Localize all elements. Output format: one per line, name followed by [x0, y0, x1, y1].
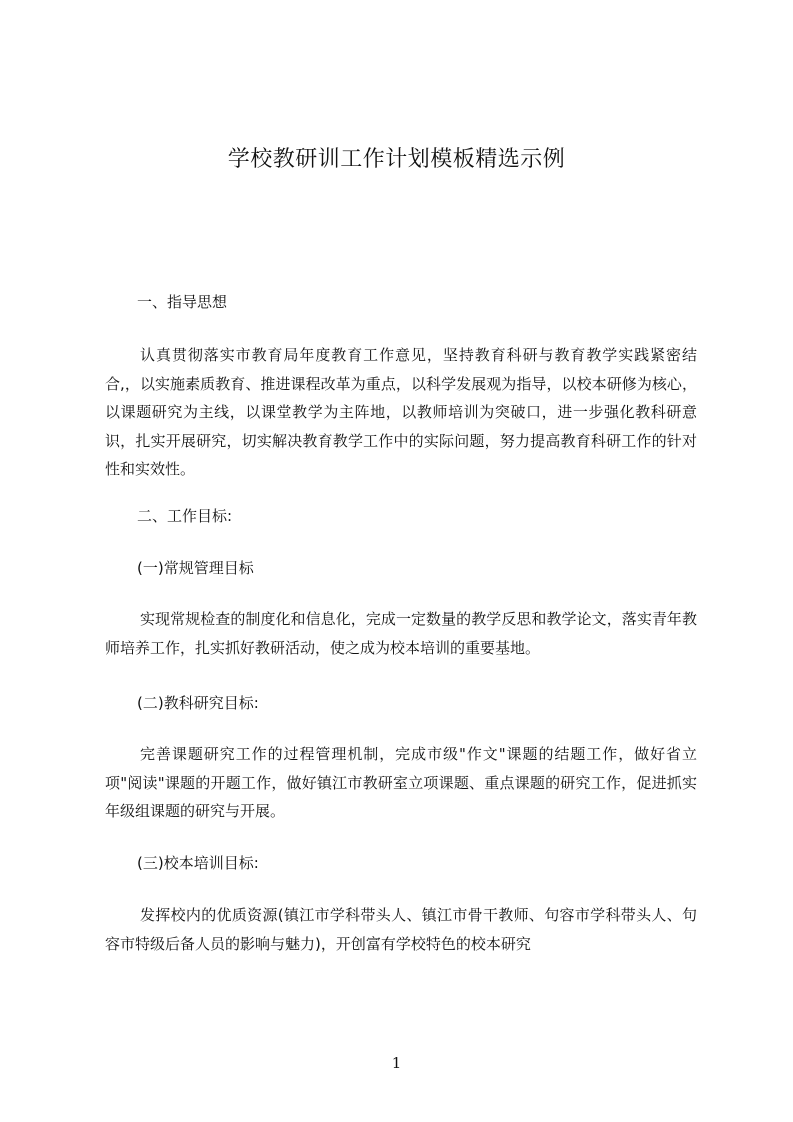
document-title: 学校教研训工作计划模板精选示例 [227, 147, 566, 172]
subsection-heading-school-training: (三)校本培训目标: [137, 854, 259, 872]
paragraph-research-goals: 完善课题研究工作的过程管理机制，完成市级"作文"课题的结题工作，做好省立项"阅读"课题的开题工作，做好镇江市教研室立项课题、重点课题的研究工作，促进抓实年级组课题的研究与开展。 [105, 745, 697, 820]
page-number: 1 [391, 1054, 402, 1072]
section-heading-guiding-ideology: 一、指导思想 [137, 293, 228, 311]
paragraph-school-training: 发挥校内的优质资源(镇江市学科带头人、镇江市骨干教师、句容市学科带头人、句容市特级后备人员的影响与魅力)，开创富有学校特色的校本研究 [105, 906, 697, 953]
paragraph-routine-management: 实现常规检查的制度化和信息化，完成一定数量的教学反思和教学论文，落实青年教师培养工作，扎实抓好教研活动，使之成为校本培训的重要基地。 [105, 610, 697, 657]
paragraph-guiding-ideology: 认真贯彻落实市教育局年度教育工作意见，坚持教育科研与教育教学实践紧密结合,，以实施素质教育、推进课程改革为重点，以科学发展观为指导，以校本研修为核心，以课题研究为主线，以课堂教学为主阵地，以教师培训为突破口，进一步强化教科研意识，扎实开展研究，切实解决教育教学工作中的实际问题，努力提高教育科研工作的针对性和实效性。 [105, 346, 697, 478]
subsection-heading-research-goals: (二)教科研究目标: [137, 694, 259, 712]
subsection-heading-routine-management: (一)常规管理目标 [137, 559, 254, 577]
section-heading-work-goals: 二、工作目标: [137, 507, 233, 525]
